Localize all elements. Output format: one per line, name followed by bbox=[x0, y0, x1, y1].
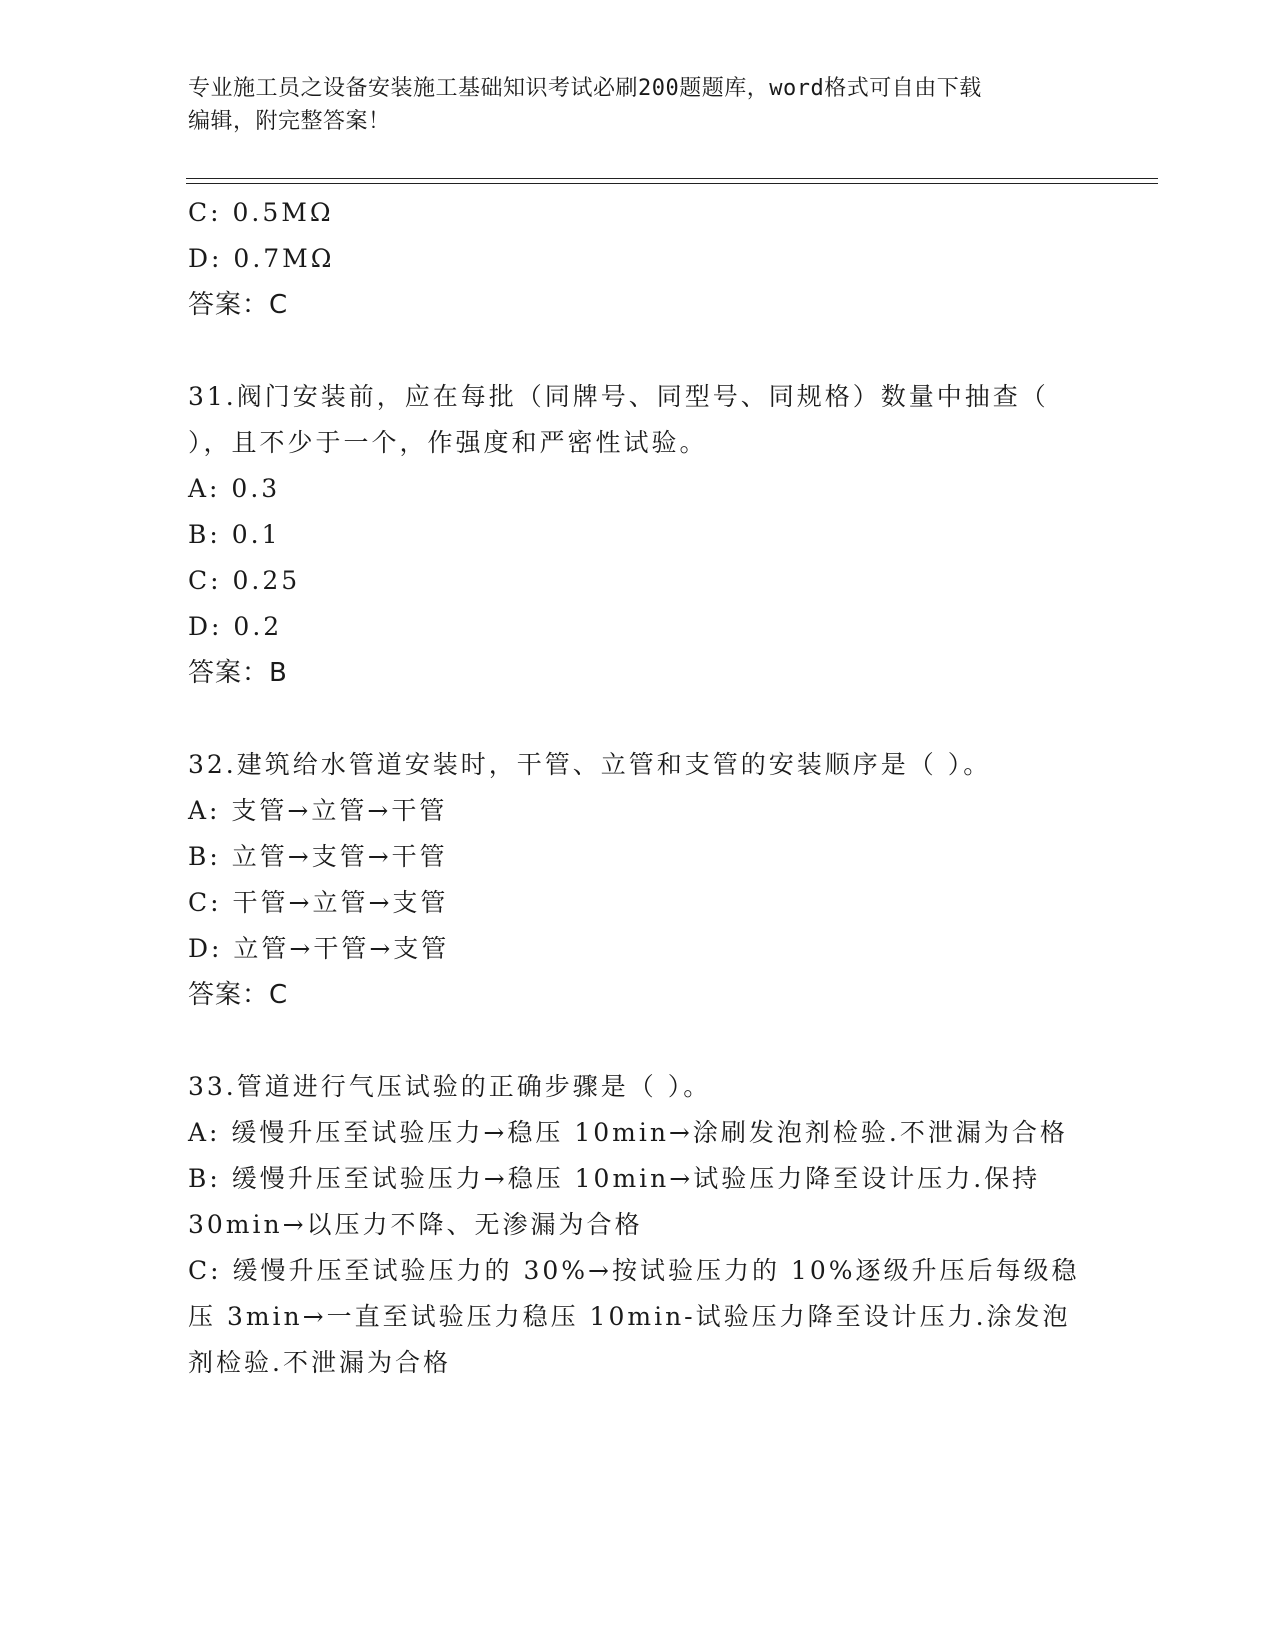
option-line: B: 缓慢升压至试验压力→稳压 10min→试验压力降至设计压力.保持 bbox=[188, 1164, 1041, 1193]
option-line: 压 3min→一直至试验压力稳压 10min-试验压力降至设计压力.涂发泡 bbox=[188, 1302, 1071, 1331]
option-a: A: 0.3 bbox=[188, 474, 281, 503]
question-stem-line: 32.建筑给水管道安装时，干管、立管和支管的安装顺序是（ ）。 bbox=[188, 750, 992, 779]
answer-line: 答案：C bbox=[188, 290, 289, 320]
question-32 bbox=[188, 742, 1088, 1018]
header-title-line-2: 编辑，附完整答案！ bbox=[188, 109, 391, 134]
question-stem-line: ），且不少于一个，作强度和严密性试验。 bbox=[188, 428, 708, 457]
option-b: B: 立管→支管→干管 bbox=[188, 842, 448, 871]
option-line: C: 缓慢升压至试验压力的 30%→按试验压力的 10%逐级升压后每级稳 bbox=[188, 1256, 1080, 1285]
option-line: A: 缓慢升压至试验压力→稳压 10min→涂刷发泡剂检验.不泄漏为合格 bbox=[188, 1118, 1068, 1147]
question-stem-line: 31.阀门安装前，应在每批（同牌号、同型号、同规格）数量中抽查（ bbox=[188, 382, 1049, 411]
document-header bbox=[188, 72, 1088, 138]
answer-line: 答案：B bbox=[188, 658, 288, 688]
option-a: A: 支管→立管→干管 bbox=[188, 796, 448, 825]
header-title-line-1: 专业施工员之设备安装施工基础知识考试必刷200题题库，word格式可自由下载 bbox=[188, 76, 982, 101]
option-c: C: 0.5MΩ bbox=[188, 198, 334, 227]
header-divider-bottom bbox=[186, 183, 1158, 184]
question-33 bbox=[188, 1064, 1088, 1386]
option-d: D: 立管→干管→支管 bbox=[188, 934, 450, 963]
question-content bbox=[188, 190, 1088, 1386]
answer-line: 答案：C bbox=[188, 980, 289, 1010]
option-line: 剂检验.不泄漏为合格 bbox=[188, 1348, 451, 1377]
option-d: D: 0.7MΩ bbox=[188, 244, 335, 273]
question-31 bbox=[188, 374, 1088, 696]
question-30-tail bbox=[188, 190, 1088, 328]
question-stem-line: 33.管道进行气压试验的正确步骤是（ ）。 bbox=[188, 1072, 712, 1101]
option-line: 30min→以压力不降、无渗漏为合格 bbox=[188, 1210, 643, 1239]
option-c: C: 0.25 bbox=[188, 566, 301, 595]
option-d: D: 0.2 bbox=[188, 612, 283, 641]
option-c: C: 干管→立管→支管 bbox=[188, 888, 449, 917]
header-divider-top bbox=[186, 178, 1158, 179]
option-b: B: 0.1 bbox=[188, 520, 281, 549]
